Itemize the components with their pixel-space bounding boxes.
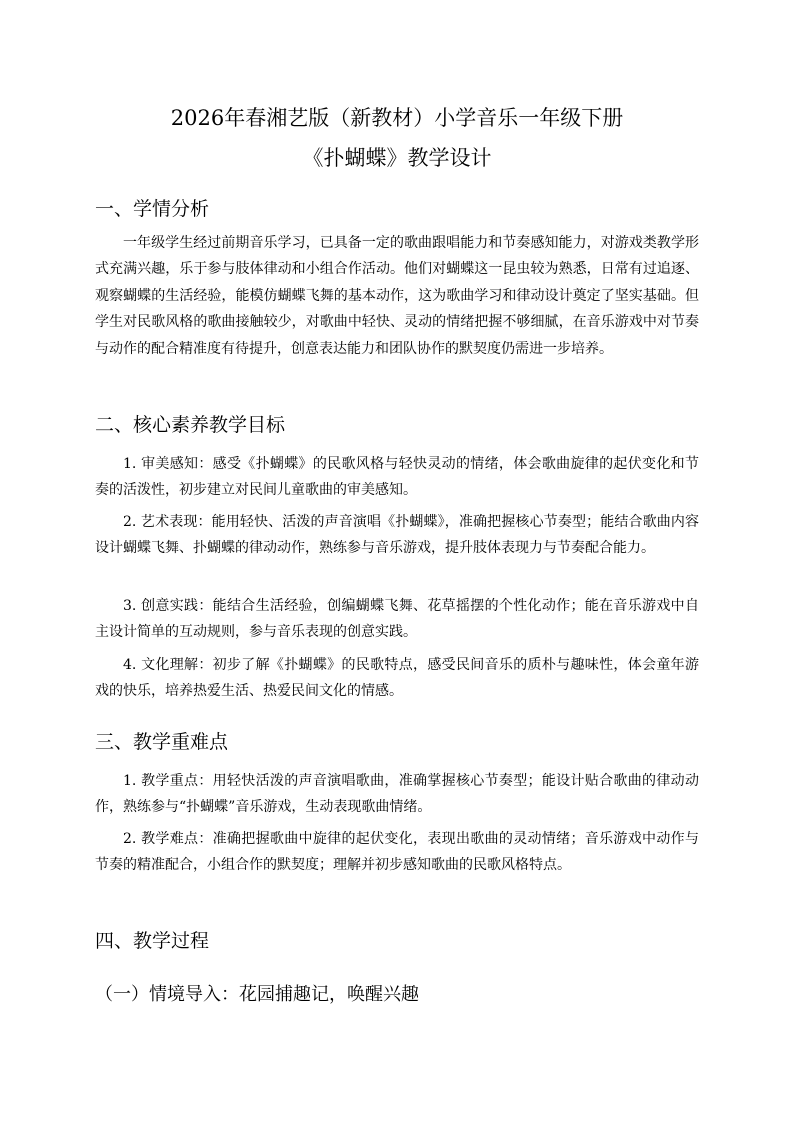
document-title-line1: 2026年春湘艺版（新教材）小学音乐一年级下册 (170, 106, 624, 130)
objective-item-2: 2. 艺术表现：能用轻快、活泼的声音演唱《扑蝴蝶》，准确把握核心节奏型；能结合歌曲内容设计蝴蝶飞舞、扑蝴蝶的律动动作，熟练参与音乐游戏，提升肢体表现力与节奏配合能力。 (95, 514, 699, 556)
paragraph-learner-analysis: 一年级学生经过前期音乐学习，已具备一定的歌曲跟唱能力和节奏感知能力，对游戏类教学形式充满兴趣，乐于参与肢体律动和小组合作活动。他们对蝴蝶这一昆虫较为熟悉，日常有过追逐、观察蝴蝶的生活经验，能模仿蝴蝶飞舞的基本动作，这为歌曲学习和律动设计奠定了坚实基础。但学生对民歌风格的歌曲接触较少，对歌曲中轻快、灵动的情绪把握不够细腻，在音乐游戏中对节奏与动作的配合精准度有待提升，创意表达能力和团队协作的默契度仍需进一步培养。 (95, 235, 699, 357)
document-title-line2: 《扑蝴蝶》教学设计 (302, 146, 492, 170)
objective-item-4: 4. 文化理解：初步了解《扑蝴蝶》的民歌特点，感受民间音乐的质朴与趣味性，体会童年游戏的快乐，培养热爱生活、热爱民间文化的情感。 (95, 657, 699, 699)
objective-item-1: 1. 审美感知：感受《扑蝴蝶》的民歌风格与轻快灵动的情绪，体会歌曲旋律的起伏变化和节奏的活泼性，初步建立对民间儿童歌曲的审美感知。 (95, 456, 699, 498)
key-point-item-1: 1. 教学重点：用轻快活泼的声音演唱歌曲，准确掌握核心节奏型；能设计贴合歌曲的律动动作，熟练参与“扑蝴蝶”音乐游戏，生动表现歌曲情绪。 (95, 773, 699, 815)
key-point-item-2: 2. 教学难点：准确把握歌曲中旋律的起伏变化，表现出歌曲的灵动情绪；音乐游戏中动作与节奏的精准配合，小组合作的默契度；理解并初步感知歌曲的民歌风格特点。 (95, 831, 699, 873)
section-heading-learner-analysis: 一、学情分析 (95, 198, 210, 220)
section-heading-key-points: 三、教学重难点 (95, 731, 229, 753)
section-heading-objectives: 二、核心素养教学目标 (95, 414, 286, 436)
section-heading-teaching-process: 四、教学过程 (95, 930, 210, 952)
subsection-heading-introduction: （一）情境导入：花园捕趣记，唤醒兴趣 (95, 984, 419, 1005)
objective-item-3: 3. 创意实践：能结合生活经验，创编蝴蝶飞舞、花草摇摆的个性化动作；能在音乐游戏中自主设计简单的互动规则，参与音乐表现的创意实践。 (95, 598, 699, 640)
